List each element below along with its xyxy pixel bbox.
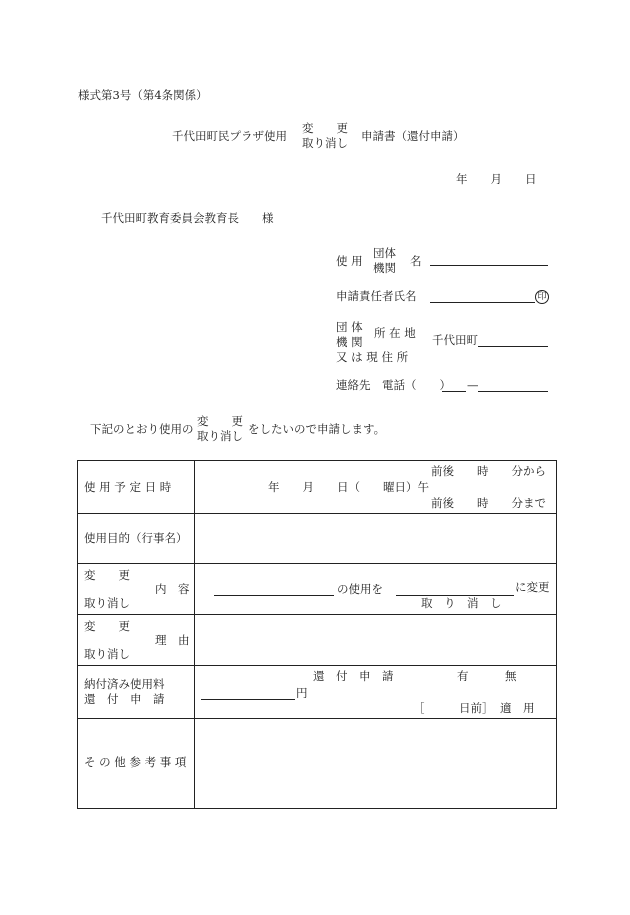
datetime-to: 前後 時 分まで — [431, 496, 546, 510]
datetime-from: 前後 時 分から — [431, 464, 546, 478]
content-label-main: 内 容 — [155, 582, 190, 596]
intro-options — [197, 414, 243, 444]
intro-after: をしたいので申請します。 — [248, 422, 386, 436]
datetime-date: 年 月 日（ 曜日）午 — [268, 480, 429, 494]
phone-dash: — — [467, 378, 479, 392]
refund-request: 還 付 申 請 — [313, 669, 394, 683]
refund-label-1: 納付済み使用料 — [84, 677, 165, 691]
address-field[interactable] — [478, 346, 548, 347]
apply-label: 適 用 — [500, 701, 535, 715]
purpose-cell[interactable] — [195, 514, 557, 564]
intro-option-cancel: 取り消し — [197, 429, 243, 443]
title-options — [302, 121, 348, 151]
reason-cell[interactable] — [195, 615, 557, 666]
intro-before: 下記のとおり使用の — [90, 422, 194, 436]
date-line: 年 月 日 — [456, 172, 537, 186]
address-org-top: 団 体 — [336, 320, 363, 334]
user-org-top: 団体 — [373, 246, 396, 260]
reason-label-change: 変 更 — [84, 619, 130, 633]
content-use-of: の使用を — [337, 582, 383, 596]
title-prefix: 千代田町民プラザ使用 — [172, 129, 287, 143]
refund-label-2: 還 付 申 請 — [84, 692, 165, 706]
reason-label-cancel: 取り消し — [84, 647, 130, 661]
table-row-content — [78, 564, 557, 615]
content-to-change: に変更 — [515, 580, 550, 594]
table-row-reason — [78, 615, 557, 666]
user-label: 使 用 — [336, 254, 363, 268]
seal-mark — [535, 290, 549, 304]
datetime-label: 使 用 予 定 日 時 — [84, 480, 172, 494]
label-cell — [78, 514, 195, 564]
content-from-field[interactable] — [214, 595, 334, 596]
phone-field-1[interactable] — [442, 391, 466, 392]
table-row-purpose — [78, 514, 557, 564]
user-org-bottom: 機関 — [373, 261, 396, 275]
content-label-cancel: 取り消し — [84, 596, 130, 610]
label-cell — [78, 461, 195, 514]
table-row-notes — [78, 719, 557, 809]
user-org — [373, 246, 396, 276]
datetime-cell[interactable] — [195, 461, 557, 514]
table-row-refund — [78, 666, 557, 719]
address-label: 所 在 地 — [374, 326, 416, 340]
refund-cell[interactable] — [195, 666, 557, 719]
table-row-datetime — [78, 461, 557, 514]
refund-yes[interactable]: 有 — [457, 669, 469, 683]
form-number: 様式第3号（第4条関係） — [78, 88, 208, 102]
responsible-name-field[interactable] — [430, 302, 535, 303]
label-cell — [78, 564, 195, 615]
application-table — [77, 460, 557, 809]
contact-label: 連絡先 電話（ ） — [336, 378, 451, 392]
title-option-cancel: 取り消し — [302, 136, 348, 150]
content-cell[interactable] — [195, 564, 557, 615]
title-suffix: 申請書（還付申請） — [361, 129, 465, 143]
label-cell — [78, 719, 195, 809]
notes-label: そ の 他 参 考 事 項 — [84, 755, 187, 769]
refund-no[interactable]: 無 — [505, 669, 517, 683]
seal-circle: 印 — [535, 290, 549, 304]
responsible-label: 申請責任者氏名 — [336, 289, 417, 303]
yen-unit: 円 — [296, 686, 308, 700]
content-cancel: 取 り 消 し — [421, 596, 502, 610]
reason-label-main: 理 由 — [155, 633, 190, 647]
intro-option-change: 変 更 — [197, 414, 243, 428]
addressee: 千代田町教育委員会教育長 様 — [101, 211, 274, 225]
label-cell — [78, 666, 195, 719]
days-before: ［ 日前］ — [413, 701, 494, 715]
address-prefix: 千代田町 — [432, 333, 478, 347]
content-label-change: 変 更 — [84, 568, 130, 582]
notes-cell[interactable] — [195, 719, 557, 809]
label-cell — [78, 615, 195, 666]
org-name-field[interactable] — [430, 265, 548, 266]
phone-field-2[interactable] — [478, 391, 548, 392]
address-alt: 又 は 現 住 所 — [336, 350, 409, 364]
address-org-bottom: 機 関 — [336, 335, 363, 349]
paid-fee-field[interactable] — [201, 699, 295, 700]
name-char: 名 — [410, 254, 422, 268]
purpose-label: 使用目的（行事名） — [84, 531, 188, 545]
title-option-change: 変 更 — [302, 121, 348, 135]
